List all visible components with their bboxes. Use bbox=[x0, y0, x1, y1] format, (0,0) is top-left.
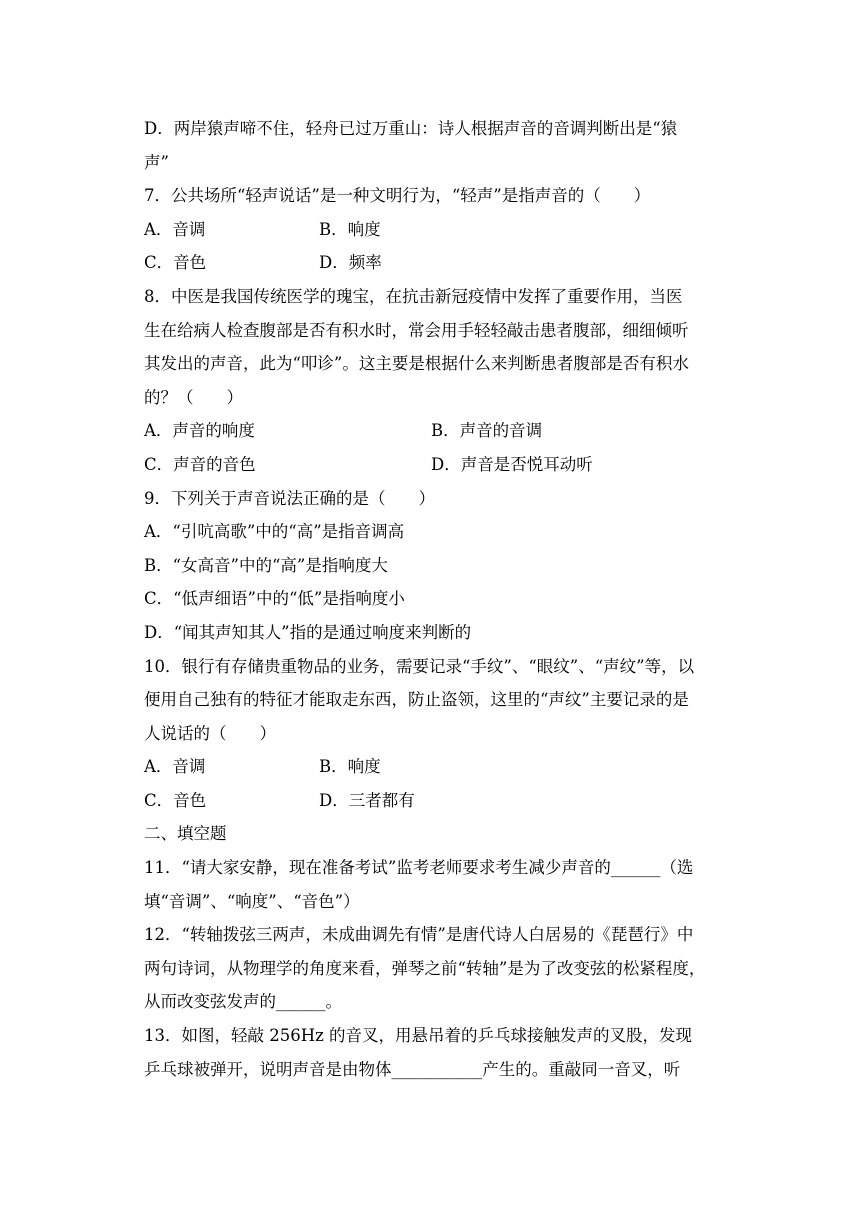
answer-option: B．声音的音调 bbox=[431, 421, 543, 441]
answer-option: D．声音是否悦耳动听 bbox=[431, 454, 593, 474]
answer-option: A．声音的响度 bbox=[144, 421, 255, 441]
text-line: 人说话的（ ） bbox=[144, 723, 276, 743]
text-line: C．“低声细语”中的“低”是指响度小 bbox=[144, 589, 405, 609]
text-line: 两句诗词，从物理学的角度来看，弹琴之前“转轴”是为了改变弦的松紧程度， bbox=[144, 958, 706, 978]
text-line: 的？（ ） bbox=[144, 387, 243, 407]
text-line: 12．“转轴拨弦三两声，未成曲调先有情”是唐代诗人白居易的《琵琶行》中 bbox=[144, 925, 694, 945]
answer-option: D．频率 bbox=[319, 253, 382, 273]
answer-option: B．响度 bbox=[319, 757, 381, 777]
answer-option: C．音色 bbox=[144, 253, 207, 273]
answer-option: A．音调 bbox=[144, 757, 206, 777]
text-line: 声” bbox=[144, 152, 169, 172]
text-line: 11．“请大家安静，现在准备考试”监考老师要求考生减少声音的______（选 bbox=[144, 858, 694, 878]
text-line: 生在给病人检查腹部是否有积水时，常会用手轻轻敲击患者腹部，细细倾听 bbox=[144, 320, 689, 340]
answer-option: B．响度 bbox=[319, 219, 381, 239]
text-line: 10．银行有存储贵重物品的业务，需要记录“手纹”、“眼纹”、“声纹”等，以 bbox=[144, 656, 695, 676]
answer-option: A．音调 bbox=[144, 219, 206, 239]
text-line: D．两岸猿声啼不住，轻舟已过万重山：诗人根据声音的音调判断出是“猿 bbox=[144, 119, 678, 138]
text-line: A．“引吭高歌”中的“高”是指音调高 bbox=[144, 522, 405, 542]
answer-option: D．三者都有 bbox=[319, 790, 415, 810]
options-row bbox=[144, 750, 718, 784]
text-line: 从而改变弦发声的______。 bbox=[144, 992, 342, 1012]
options-row bbox=[144, 448, 718, 482]
question-content bbox=[144, 112, 718, 1086]
text-line: 乒乓球被弹开，说明声音是由物体___________产生的。重敲同一音叉，听 bbox=[144, 1059, 681, 1079]
text-line: 8．中医是我国传统医学的瑰宝，在抗击新冠疫情中发挥了重要作用，当医 bbox=[144, 286, 683, 306]
options-row bbox=[144, 213, 718, 247]
text-line: 9．下列关于声音说法正确的是（ ） bbox=[144, 488, 435, 508]
text-line: D．“闻其声知其人”指的是通过响度来判断的 bbox=[144, 622, 472, 642]
options-row bbox=[144, 784, 718, 818]
text-line: 13．如图，轻敲 256Hz 的音叉，用悬吊着的乒乓球接触发声的叉股，发现 bbox=[144, 1026, 693, 1046]
text-line: 7．公共场所“轻声说话”是一种文明行为，“轻声”是指声音的（ ） bbox=[144, 186, 651, 206]
answer-option: C．音色 bbox=[144, 790, 207, 810]
options-row bbox=[144, 414, 718, 448]
text-line: 填“音调”、“响度”、“音色”） bbox=[144, 891, 360, 911]
answer-option: C．声音的音色 bbox=[144, 454, 256, 474]
options-row bbox=[144, 246, 718, 280]
text-line: 二、填空题 bbox=[144, 824, 227, 844]
text-line: 便用自己独有的特征才能取走东西，防止盗领，这里的“声纹”主要记录的是 bbox=[144, 690, 689, 710]
text-line: 其发出的声音，此为“叩诊”。这主要是根据什么来判断患者腹部是否有积水 bbox=[144, 354, 689, 374]
text-line: B．“女高音”中的“高”是指响度大 bbox=[144, 555, 388, 575]
